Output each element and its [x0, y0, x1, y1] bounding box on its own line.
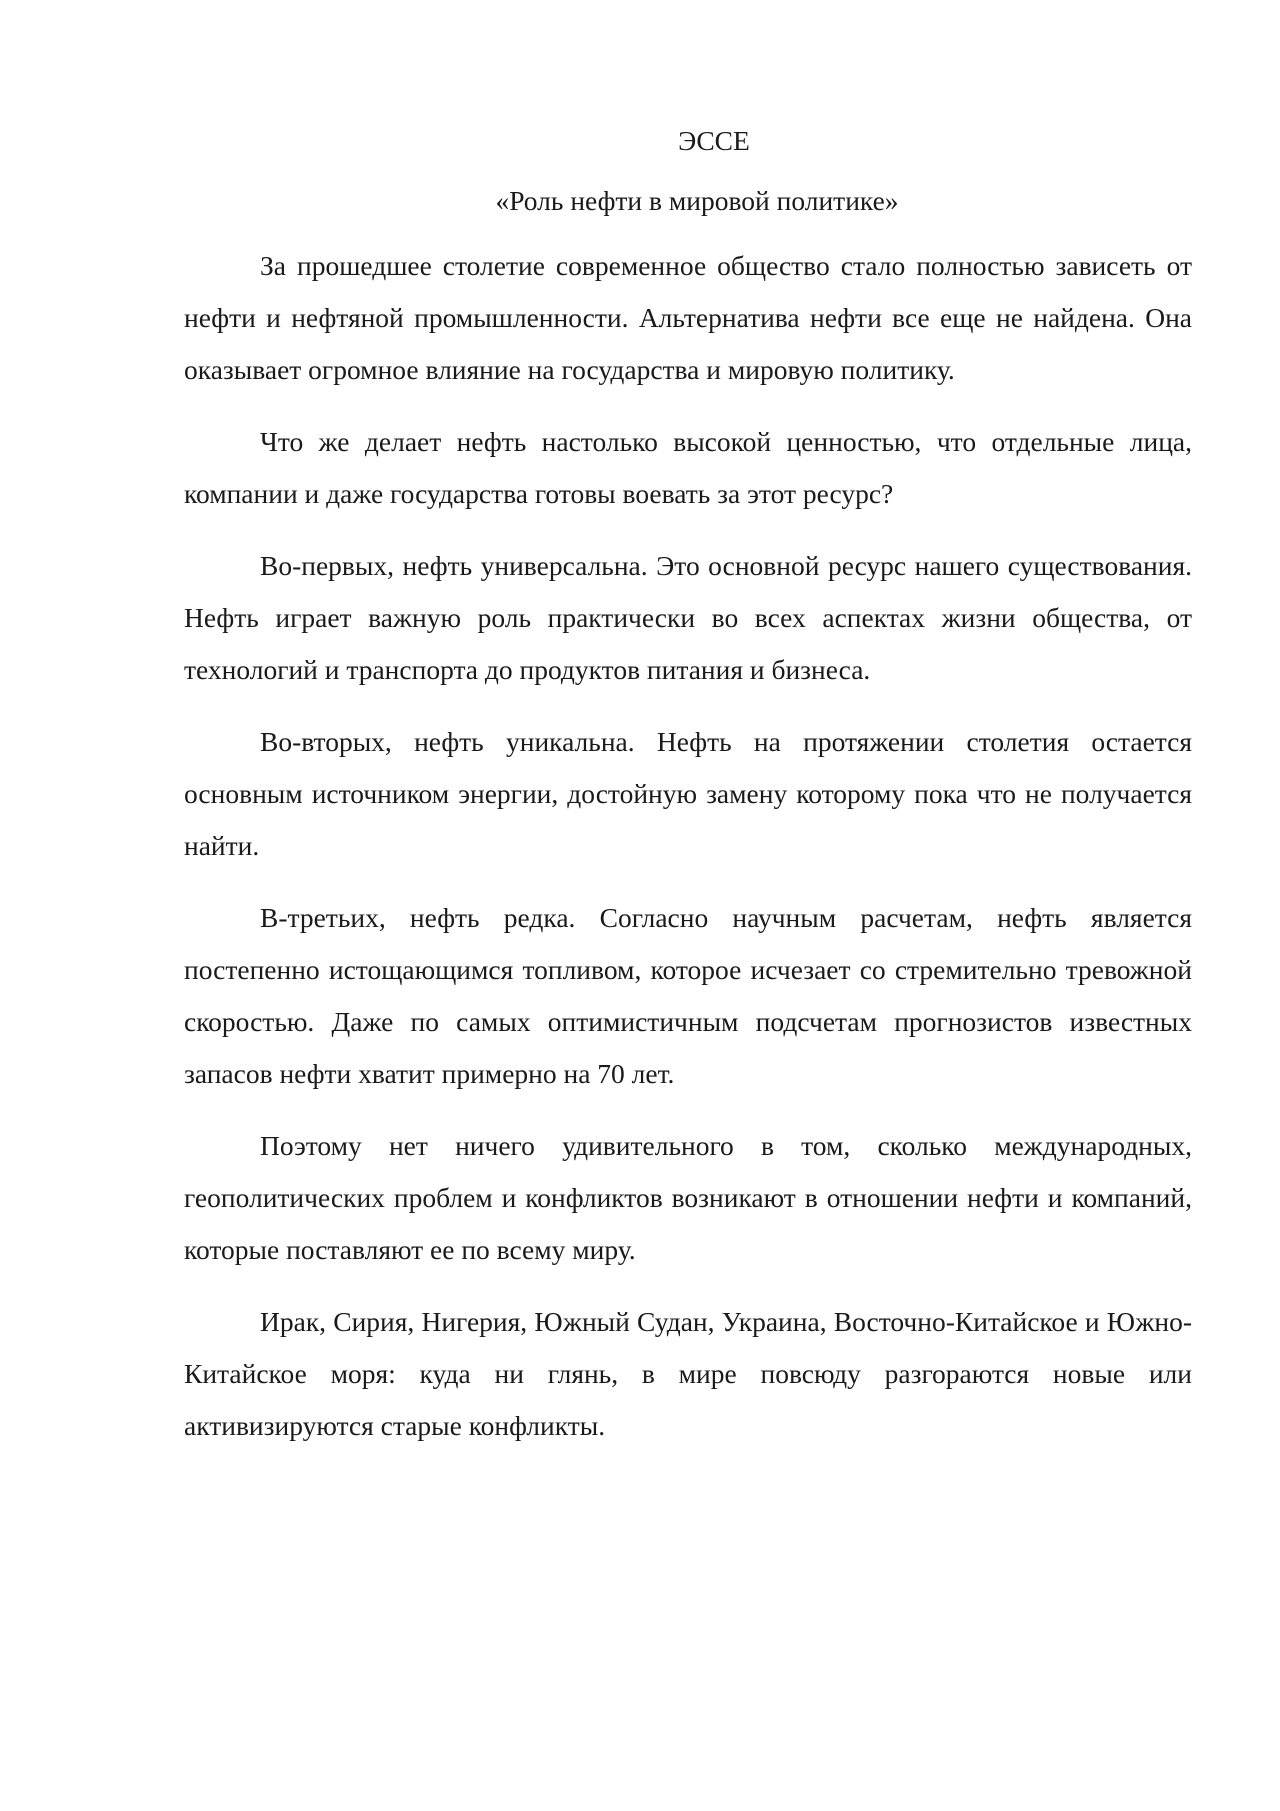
paragraph-second: Во-вторых, нефть уникальна. Нефть на протяжении столетия остается основным источником энергии, достойную замену которому пока что не получается найти.: [184, 726, 1192, 861]
document-subtitle: «Роль нефти в мировой политике»: [495, 185, 899, 216]
paragraph-conclusion: Поэтому нет ничего удивительного в том, сколько международных, геополитических проблем и конфликтов возникают в отношении нефти и компаний, которые поставляют ее по всему миру.: [184, 1130, 1192, 1265]
document-title: ЭССЕ: [678, 125, 750, 156]
paragraph-third: В-третьих, нефть редка. Согласно научным расчетам, нефть является постепенно истощающимся топливом, которое исчезает со стремительно тревожной скоростью. Даже по самых оптимистичным подсчетам прогнозистов известных запасов нефти хватит примерно на 70 лет.: [184, 902, 1192, 1089]
paragraph-question: Что же делает нефть настолько высокой ценностью, что отдельные лица, компании и даже государства готовы воевать за этот ресурс?: [184, 426, 1192, 509]
paragraph-intro: За прошедшее столетие современное общество стало полностью зависеть от нефти и нефтяной промышленности. Альтернатива нефти все еще не найдена. Она оказывает огромное влияние на государства и мировую политику.: [184, 250, 1192, 385]
document-body: [184, 118, 1192, 1452]
paragraph-conflicts: Ирак, Сирия, Нигерия, Южный Судан, Украина, Восточно-Китайское и Южно-Китайское моря: куда ни глянь, в мире повсюду разгораются новые или активизируются старые конфликты.: [184, 1306, 1192, 1441]
paragraph-first: Во-первых, нефть универсальна. Это основной ресурс нашего существования. Нефть играет важную роль практически во всех аспектах жизни общества, от технологий и транспорта до продуктов питания и бизнеса.: [184, 550, 1192, 685]
